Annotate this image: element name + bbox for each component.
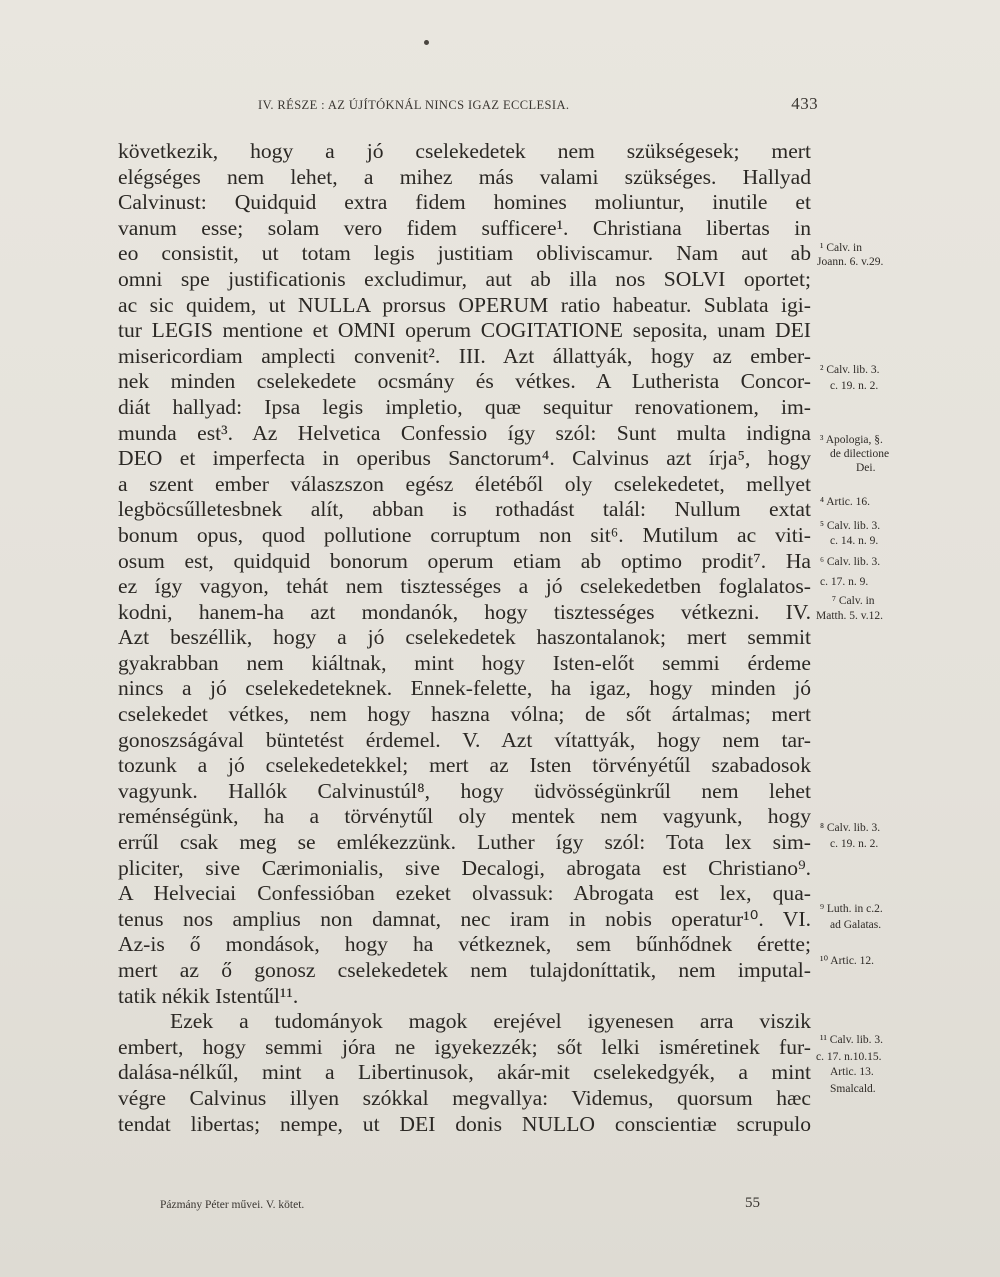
text-line: dalása-nélkűl, mint a Libertinusok, akár-mit cselekedgyék, a mint <box>118 1060 811 1085</box>
text-line: gonoszságával büntetést érdemel. V. Azt vítattyák, hogy nem tar- <box>118 727 811 752</box>
text-line: errűl csak meg se emlékezzünk. Luther így szól: Tota lex sim- <box>118 830 811 855</box>
text-line: pliciter, sive Cærimonialis, sive Decalogi, abrogata est Christiano⁹. <box>118 855 811 880</box>
running-title: IV. RÉSZE : AZ ÚJÍTÓKNÁL NINCS IGAZ ECCLESIA. <box>258 98 570 112</box>
ink-speck <box>424 40 429 45</box>
text-line: ac sic quidem, ut NULLA prorsus OPERUM ratio habeatur. Sublata igi- <box>118 292 811 317</box>
text-line: végre Calvinus illyen szókkal megvallya: Videmus, quorsum hæc <box>118 1085 811 1110</box>
margin-note: c. 17. n. 9. <box>820 576 869 588</box>
text-line: vagyunk. Hallók Calvinustúl⁸, hogy üdvösségünkrűl nem lehet <box>118 778 811 803</box>
text-line: kodni, hanem-ha azt mondanók, hogy tisztességes vétkezni. IV. <box>118 599 811 624</box>
page-number: 433 <box>791 94 818 113</box>
footer-imprint: Pázmány Péter művei. V. kötet. <box>160 1199 305 1211</box>
text-line: Azt beszéllik, hogy a jó cselekedetek haszontalanok; mert semmit <box>118 625 811 650</box>
text-line: nincs a jó cselekedeteknek. Ennek-felette, ha igaz, hogy minden jó <box>118 676 811 701</box>
text-line: következik, hogy a jó cselekedetek nem szükségesek; mert <box>118 139 811 163</box>
margin-note: Artic. 13. <box>830 1066 874 1078</box>
signature-mark: 55 <box>745 1195 760 1211</box>
text-line: A Helveciai Confessióban ezeket olvassuk: Abrogata est lex, qua- <box>118 881 811 906</box>
margin-note: de dilectione <box>830 448 890 460</box>
margin-note: ⁵ Calv. lib. 3. <box>820 520 881 532</box>
margin-note: c. 19. n. 2. <box>830 838 879 850</box>
text-line: vanum esse; solam vero fidem sufficere¹. Christiana libertas in <box>118 215 811 240</box>
margin-note: ⁶ Calv. lib. 3. <box>820 556 881 568</box>
margin-note: ³ Apologia, §. <box>820 434 883 446</box>
text-line: omni spe justificationis excludimur, aut ab illa nos SOLVI oportet; <box>118 266 811 291</box>
margin-note: c. 14. n. 9. <box>830 535 879 547</box>
margin-note: ⁸ Calv. lib. 3. <box>820 822 881 834</box>
text-line: osum est, quidquid bonorum operum etiam ab optimo prodit⁷. Ha <box>118 548 811 573</box>
text-line: Ezek a tudományok magok erejével igyenesen arra viszik <box>170 1009 811 1034</box>
margin-note: c. 17. n.10.15. <box>816 1051 882 1063</box>
text-line: Calvinust: Quidquid extra fidem homines moliuntur, inutile et <box>118 190 811 215</box>
margin-note: ad Galatas. <box>830 919 882 931</box>
text-line: mert az ő gonosz cselekedetek nem tulajdoníttatik, nem imputal- <box>118 958 811 982</box>
text-line: embert, hogy semmi jóra ne igyekezzék; sőt lelki isméretinek fur- <box>118 1034 811 1059</box>
text-line: gyakrabban nem kiáltnak, mint hogy Isten-előt semmi érdeme <box>118 650 811 675</box>
text-line: cselekedet vétkes, nem hogy haszna vólna; de sőt ártalmas; mert <box>118 702 811 727</box>
margin-note: ¹⁰ Artic. 12. <box>820 955 875 967</box>
text-line: ez így vagyon, tehát nem tisztességes a jó cselekedetben foglalatos- <box>118 574 811 599</box>
text-line: bonum opus, quod pollutione corruptum non sit⁶. Mutilum ac viti- <box>118 522 811 547</box>
margin-note: ¹¹ Calv. lib. 3. <box>820 1034 884 1046</box>
text-line: tur LEGIS mentione et OMNI operum COGITATIONE seposita, unam DEI <box>118 318 811 343</box>
text-line: nek minden cselekedete ocsmány és vétkes. A Lutherista Concor- <box>118 369 811 394</box>
margin-note: Smalcald. <box>830 1083 876 1095</box>
text-line: legböcsűlletesbnek alít, abban is rothadást talál: Nullum extat <box>118 497 811 522</box>
running-head <box>258 94 818 116</box>
margin-note: ⁷ Calv. in <box>832 595 875 607</box>
body-text <box>118 139 811 1137</box>
text-line: reménségünk, ha a törvénytűl oly mentek nem vagyunk, hogy <box>118 804 811 829</box>
text-line: tenus nos amplius non damnat, nec iram in nobis operatur¹⁰. VI. <box>118 906 811 931</box>
text-line: Az-is ő mondások, hogy ha vétkeznek, sem bűnhődnek érette; <box>118 932 811 957</box>
margin-note: Joann. 6. v.29. <box>817 256 884 268</box>
text-line: misericordiam amplecti convenit². III. Azt állattyák, hogy az ember- <box>118 343 811 368</box>
text-line: munda est³. Az Helvetica Confessio így szól: Sunt multa indigna <box>118 420 811 445</box>
margin-note: Dei. <box>856 462 876 474</box>
text-line: elégséges nem lehet, a mihez más valami szükséges. Hallyad <box>118 164 811 189</box>
text-line: diát hallyad: Ipsa legis impletio, quæ sequitur renovationem, im- <box>118 394 811 419</box>
margin-note: Matth. 5. v.12. <box>816 610 883 622</box>
text-line: eo consistit, ut totam legis justitiam obliviscamur. Nam aut ab <box>118 241 811 266</box>
text-line: tozunk a jó cselekedetekkel; mert az Isten törvényétűl szabadosok <box>118 753 811 778</box>
text-line: a szent ember válaszszon egész életéből oly cselekedetet, mellyet <box>118 471 811 496</box>
margin-note: ⁹ Luth. in c.2. <box>820 903 883 915</box>
margin-note: ⁴ Artic. 16. <box>820 496 871 508</box>
margin-note: ¹ Calv. in <box>820 242 862 254</box>
text-line: tendat libertas; nempe, ut DEI donis NULLO conscientiæ scrupulo <box>118 1111 811 1136</box>
text-line: DEO et imperfecta in operibus Sanctorum⁴. Calvinus azt írja⁵, hogy <box>118 446 811 471</box>
text-line: tatik nékik Istentűl¹¹. <box>118 983 299 1008</box>
margin-note: c. 19. n. 2. <box>830 380 879 392</box>
margin-note: ² Calv. lib. 3. <box>820 364 880 376</box>
